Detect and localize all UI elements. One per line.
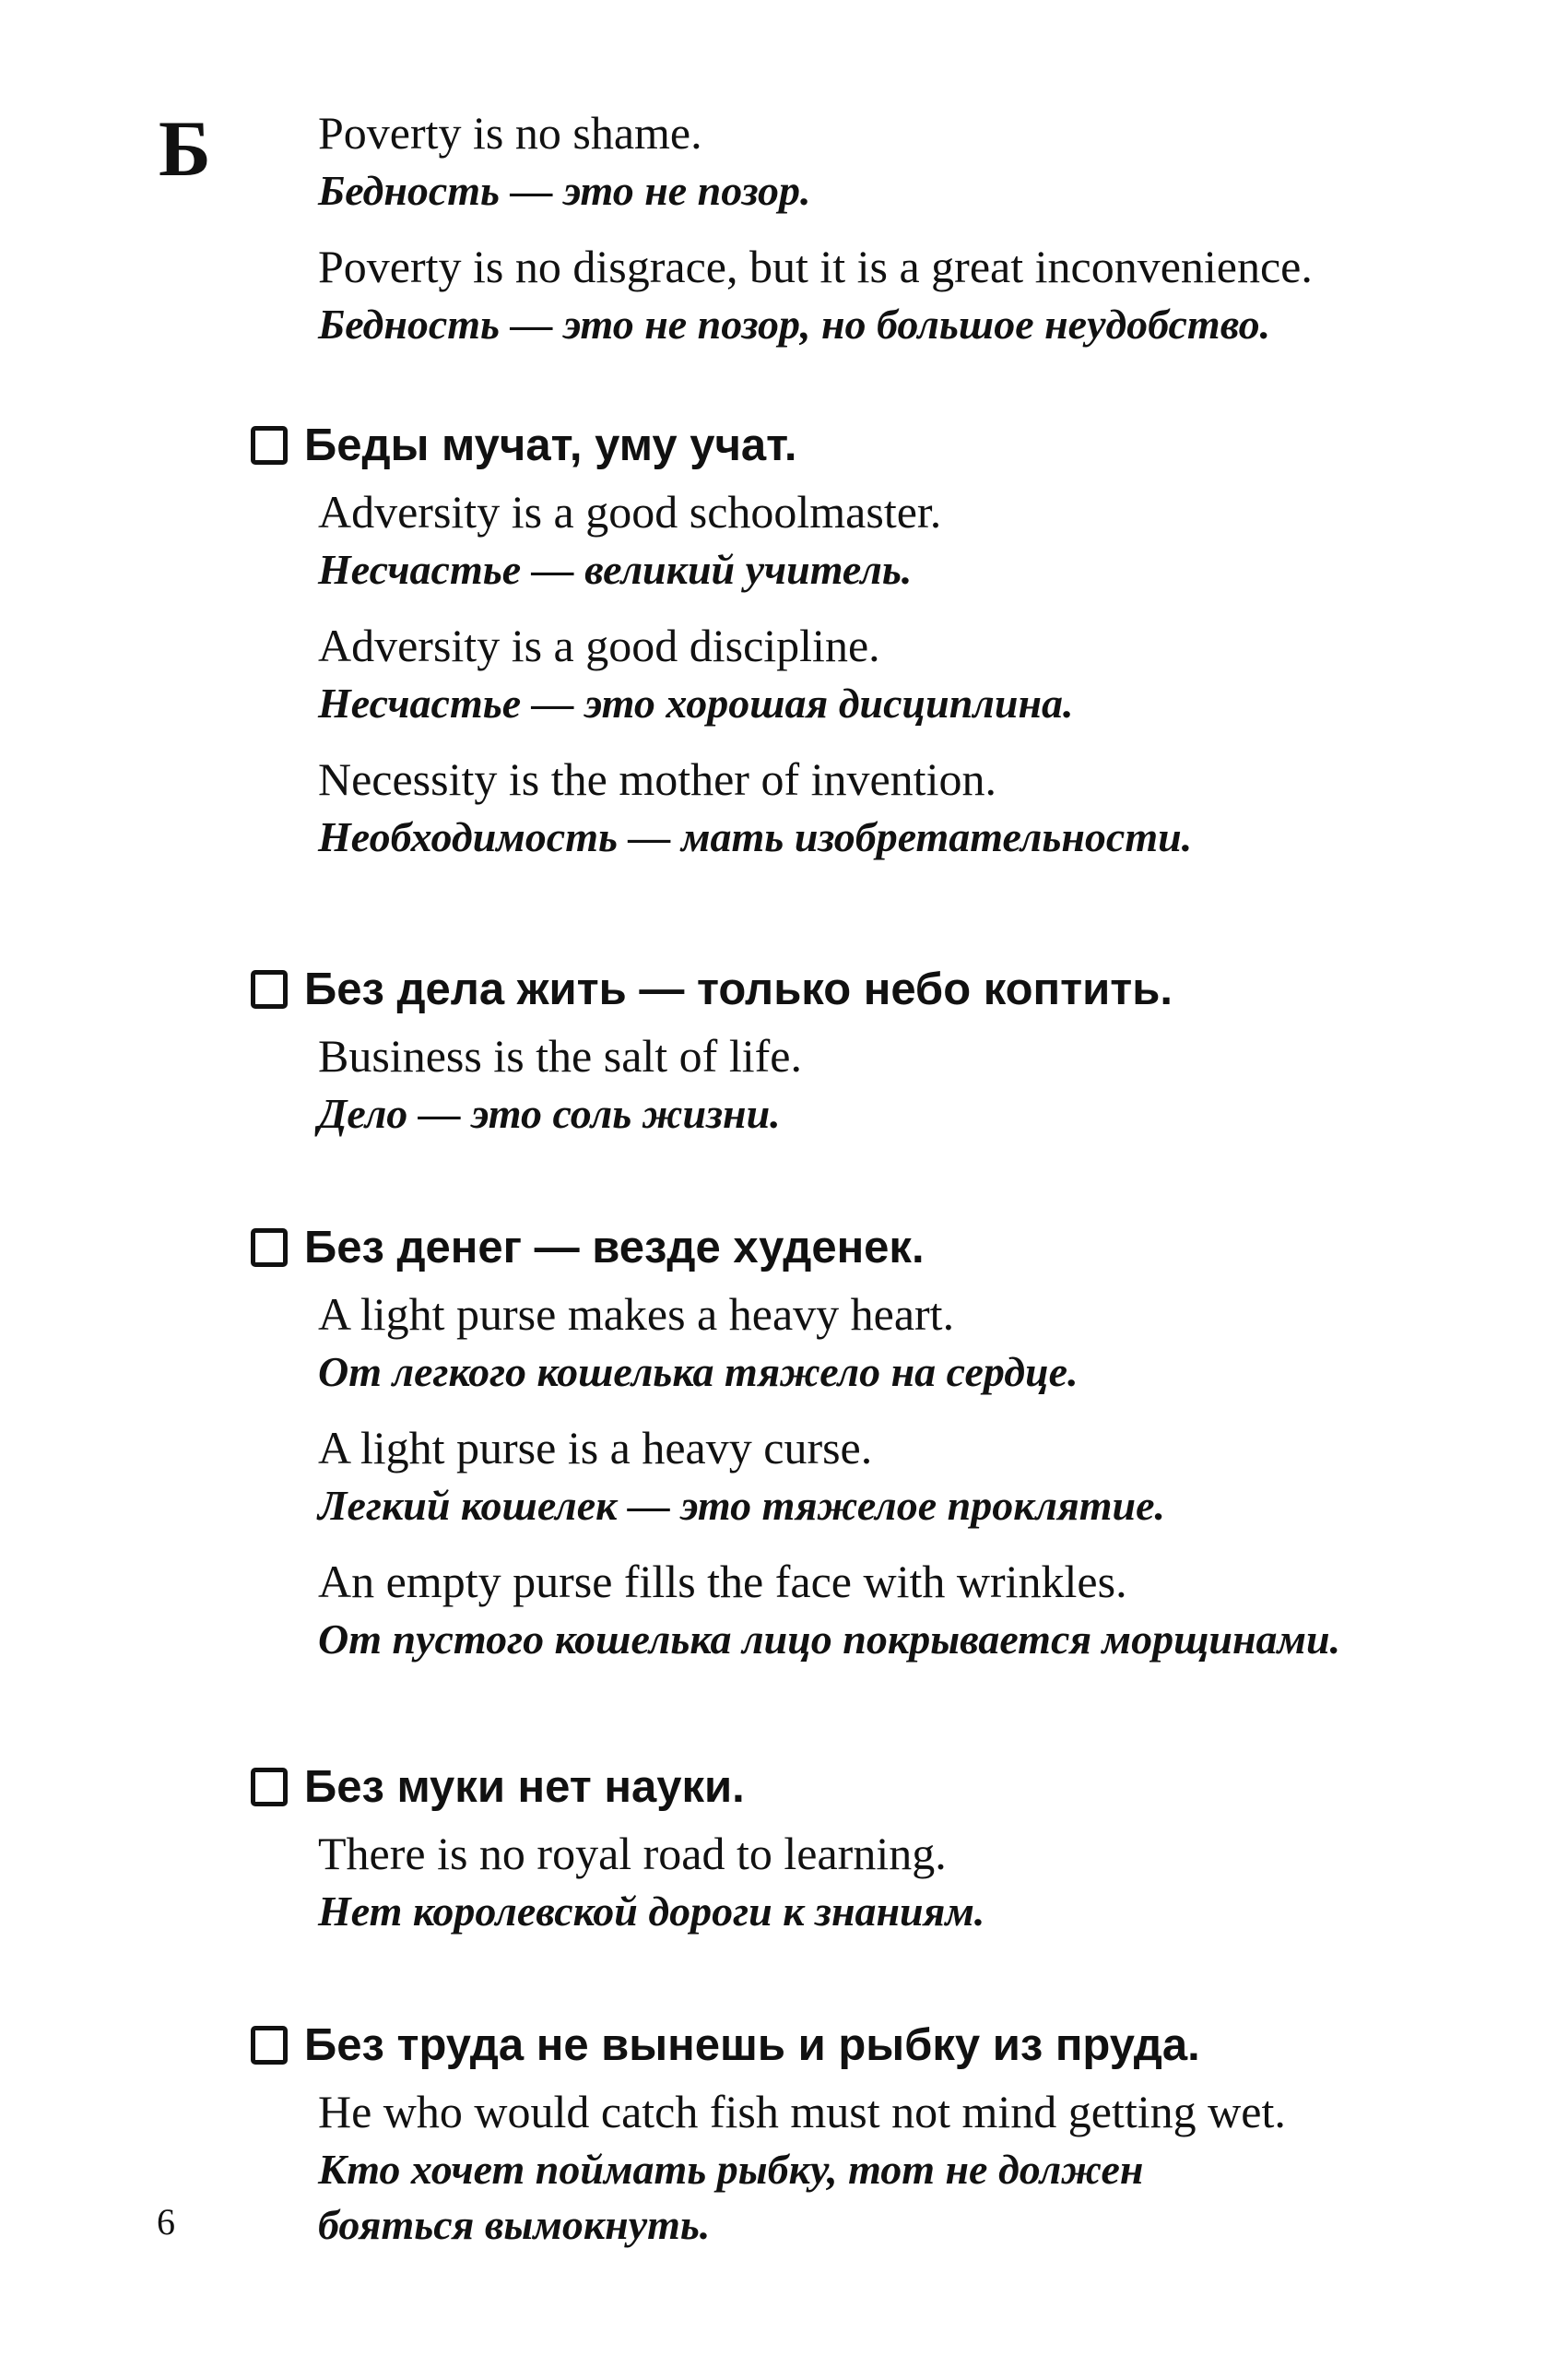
checkbox-icon: [251, 2026, 288, 2065]
russian-translation: От пустого кошелька лицо покрывается морщинами.: [318, 1615, 1341, 1663]
english-proverb: Adversity is a good discipline.: [318, 619, 880, 671]
checkbox-icon: [251, 1768, 288, 1806]
proverb-entry: [251, 2019, 1541, 2271]
headword: Без труда не вынешь и рыбку из пруда.: [304, 2020, 1200, 2070]
headword: Без денег — везде худенек.: [304, 1223, 925, 1272]
russian-translation: От легкого кошелька тяжело на сердце.: [318, 1348, 1079, 1395]
english-proverb: Business is the salt of life.: [318, 1030, 802, 1082]
proverb-pair: [318, 2082, 1541, 2253]
english-proverb: Poverty is no disgrace, but it is a great inconvenience.: [318, 240, 1313, 292]
headword: Беды мучат, уму учат.: [304, 420, 797, 470]
page-number: 6: [157, 2201, 175, 2243]
russian-translation: Несчастье — это хорошая дисциплина.: [318, 679, 1074, 727]
entry-heading: [251, 420, 1541, 471]
english-proverb: There is no royal road to learning.: [318, 1828, 947, 1879]
russian-translation: Несчастье — великий учитель.: [318, 546, 913, 593]
russian-translation-continued: бояться вымокнуть.: [318, 2200, 711, 2248]
proverb-pair: [318, 1552, 1541, 1667]
russian-translation: Кто хочет поймать рыбку, тот не должен: [318, 2146, 1144, 2193]
proverb-entry: [251, 1761, 1541, 1958]
proverb-pair: [318, 482, 1541, 598]
english-proverb: Adversity is a good schoolmaster.: [318, 486, 942, 538]
russian-translation: Необходимость — мать изобретательности.: [318, 812, 1193, 860]
section-letter: Б: [159, 104, 211, 193]
english-proverb: Poverty is no shame.: [318, 107, 702, 159]
entry-heading: [251, 1761, 1541, 1813]
checkbox-icon: [251, 426, 288, 465]
proverb-entry: [251, 964, 1541, 1160]
proverb-pair: [318, 1026, 1541, 1142]
proverb-pair: [318, 1284, 1541, 1400]
headword: Без дела жить — только небо коптить.: [304, 965, 1173, 1014]
proverb-pair: [318, 1824, 1541, 1939]
proverb-pair: [318, 237, 1535, 352]
checkbox-icon: [251, 1228, 288, 1267]
proverb-pair: [318, 1418, 1541, 1533]
english-proverb: He who would catch fish must not mind getting wet.: [318, 2086, 1286, 2137]
entry-heading: [251, 2019, 1541, 2071]
proverb-entry: [251, 1222, 1541, 1685]
english-proverb: An empty purse fills the face with wrinkles.: [318, 1555, 1127, 1607]
proverb-pair: [318, 103, 1535, 219]
english-proverb: A light purse is a heavy curse.: [318, 1421, 873, 1474]
proverb-pair: [318, 616, 1541, 731]
russian-translation: Легкий кошелек — это тяжелое проклятие.: [318, 1481, 1166, 1529]
entry-heading: [251, 964, 1541, 1015]
checkbox-icon: [251, 970, 288, 1009]
russian-translation: Бедность — это не позор, но большое неудобство.: [318, 300, 1271, 348]
proverb-pair: [318, 750, 1541, 865]
russian-translation: Бедность — это не позор.: [318, 167, 811, 214]
entry-heading: [251, 1222, 1541, 1273]
russian-translation: Дело — это соль жизни.: [318, 1090, 781, 1137]
english-proverb: A light purse makes a heavy heart.: [318, 1288, 955, 1340]
proverb-entry: [251, 420, 1541, 882]
english-proverb: Necessity is the mother of invention.: [318, 752, 996, 805]
headword: Без муки нет науки.: [304, 1762, 745, 1812]
russian-translation: Нет королевской дороги к знаниям.: [318, 1888, 985, 1935]
intro-block: [318, 103, 1535, 371]
